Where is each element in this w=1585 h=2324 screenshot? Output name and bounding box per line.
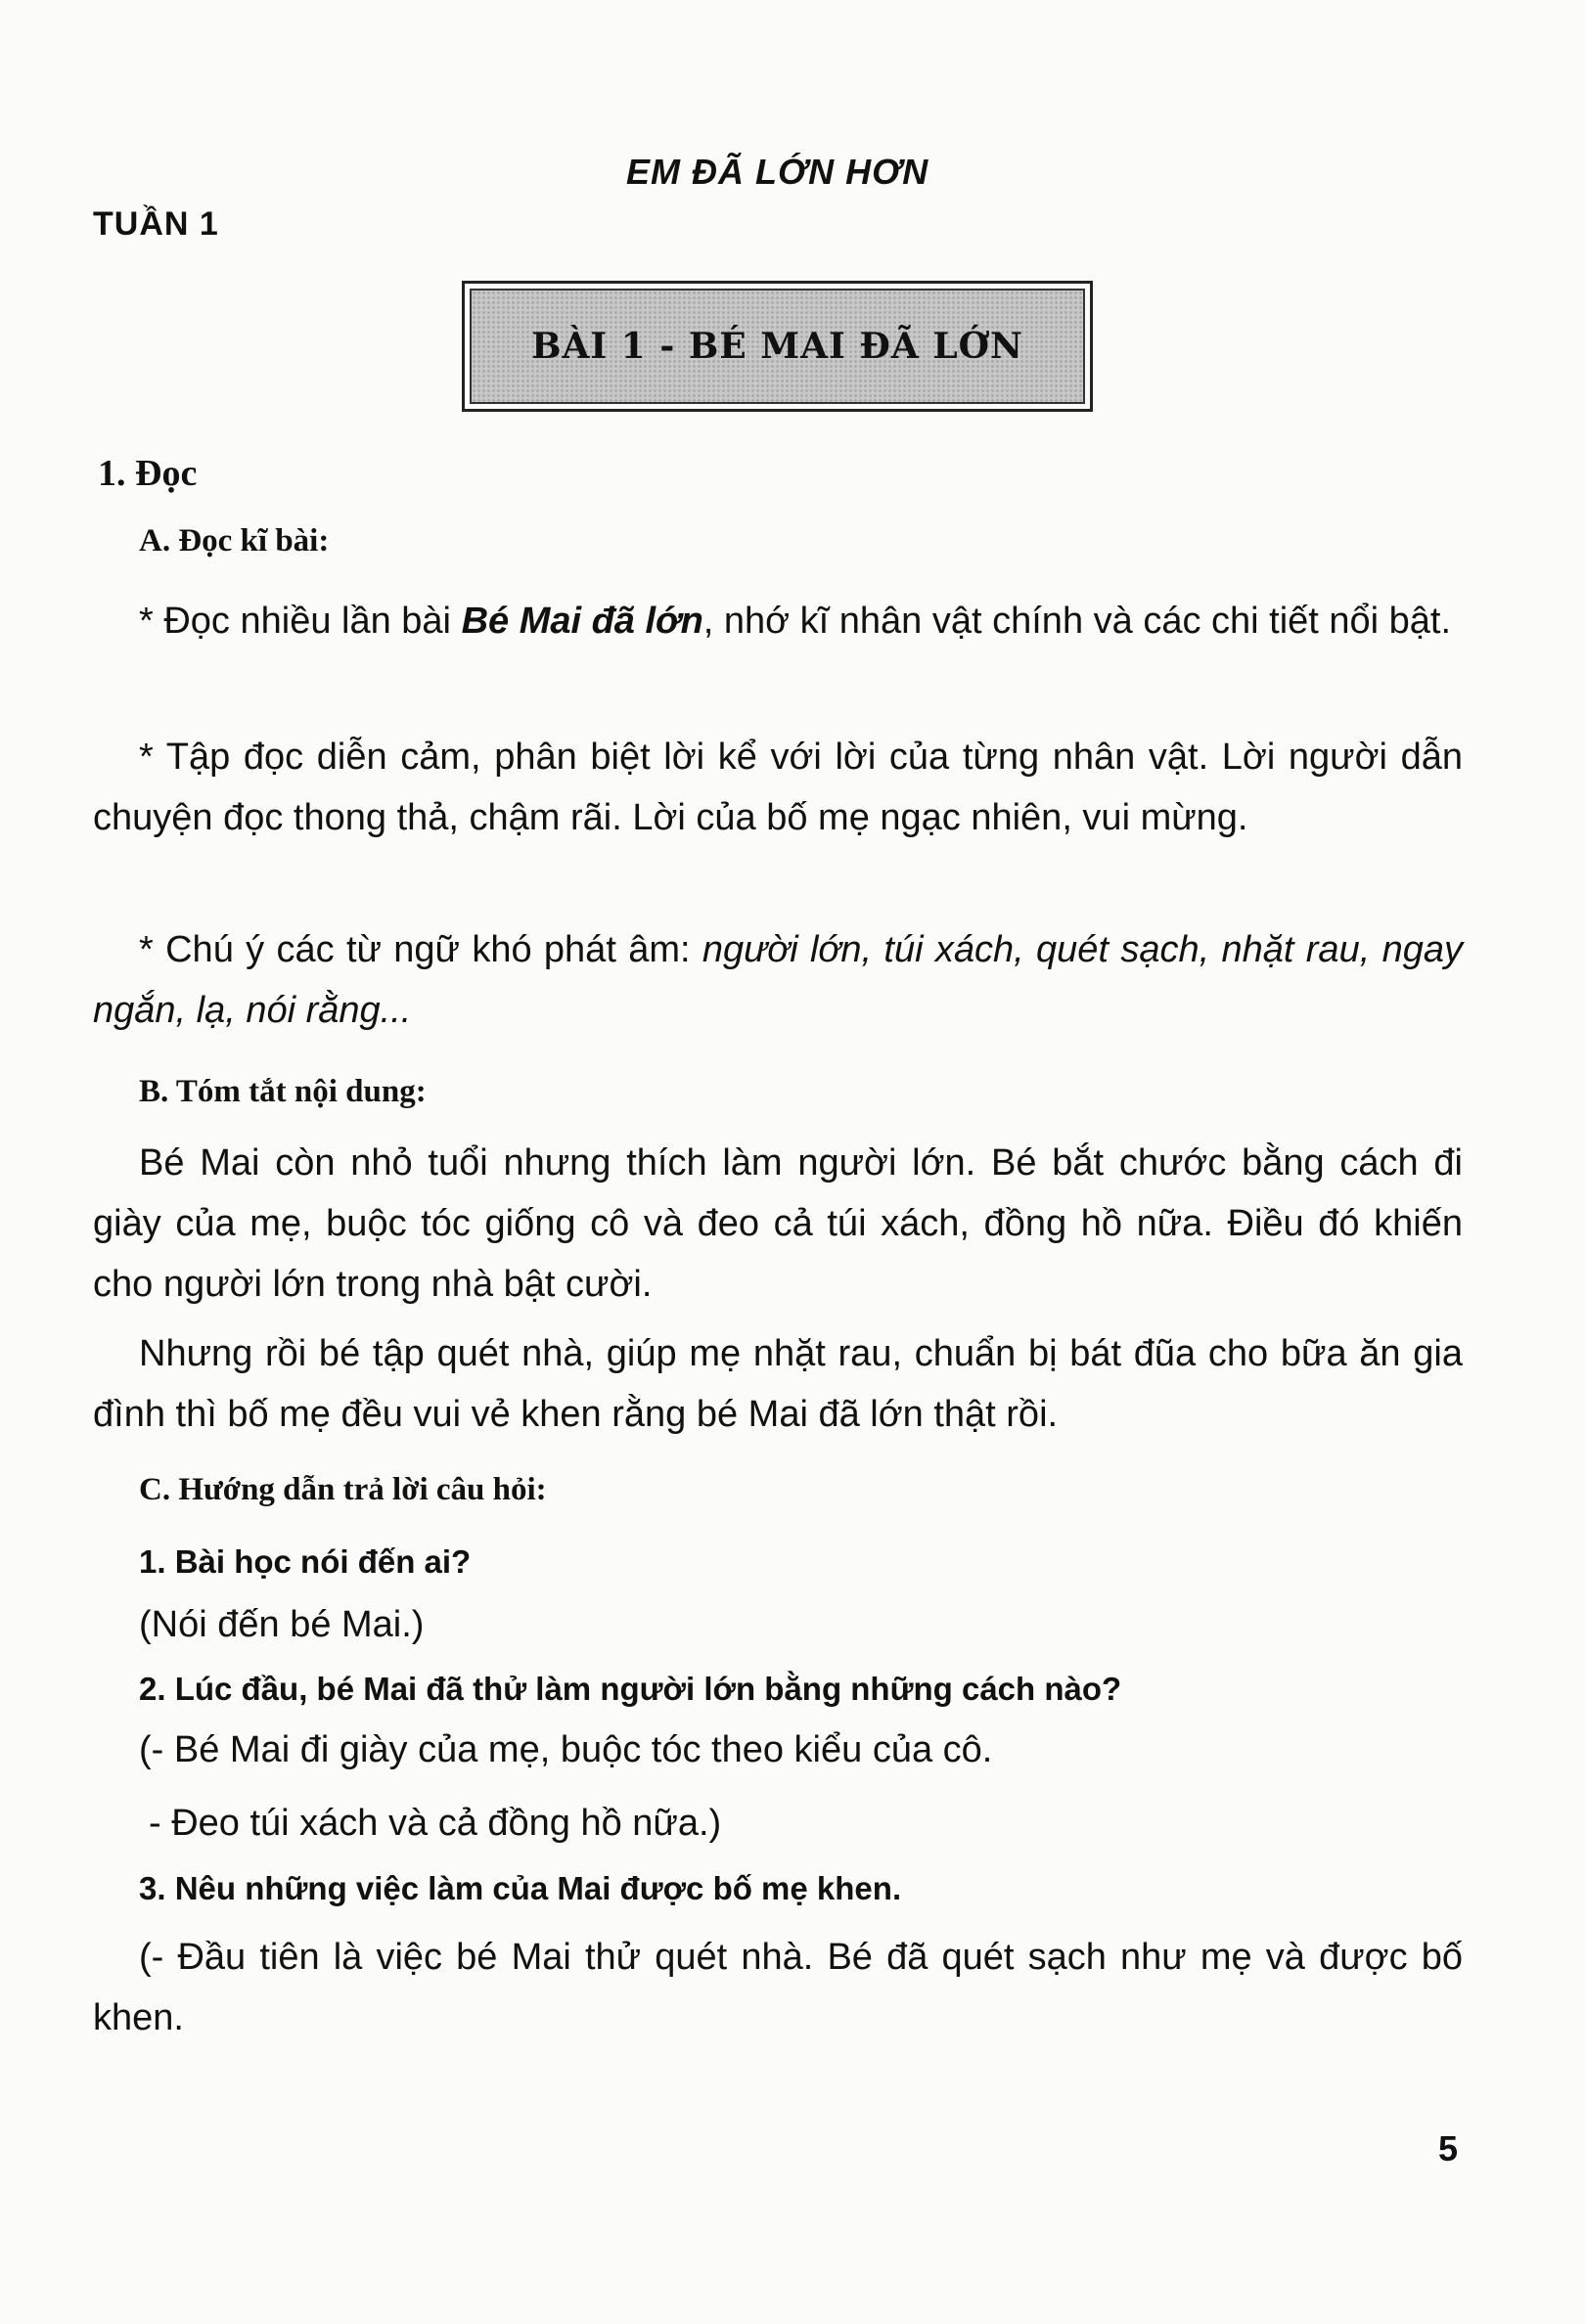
part-a-p3-before: * Chú ý các từ ngữ khó phát âm: bbox=[139, 929, 702, 970]
question-3: 3. Nêu những việc làm của Mai được bố mẹ khen. bbox=[139, 1870, 902, 1906]
difficult-words: người lớn, túi xách, quét sạch, nhặt rau, ngay ngắn, lạ, nói rằng... bbox=[93, 929, 1463, 1031]
lesson-title: BÀI 1 - BÉ MAI ĐÃ LỚN bbox=[531, 326, 1023, 367]
page-number: 5 bbox=[1438, 2128, 1459, 2168]
lesson-title-panel bbox=[470, 289, 1085, 404]
answer-2-line-1: (- Bé Mai đi giày của mẹ, buộc tóc theo kiểu của cô. bbox=[139, 1729, 993, 1770]
part-b-paragraph-2: Nhưng rồi bé tập quét nhà, giúp mẹ nhặt rau, chuẩn bị bát đũa cho bữa ăn gia đình thì bố mẹ đều vui vẻ khen rằng bé Mai đã lớn thật rồi. bbox=[93, 1333, 1463, 1435]
part-a-paragraph-1 bbox=[93, 591, 1463, 651]
answer-1: (Nói đến bé Mai.) bbox=[139, 1604, 425, 1645]
lesson-name: Bé Mai đã lớn bbox=[461, 601, 703, 642]
part-a-heading: A. Đọc kĩ bài: bbox=[139, 523, 330, 559]
theme-title: EM ĐÃ LỚN HƠN bbox=[626, 152, 929, 192]
part-b-heading: B. Tóm tắt nội dung: bbox=[139, 1074, 427, 1109]
part-a-paragraph-2: * Tập đọc diễn cảm, phân biệt lời kể với lời của từng nhân vật. Lời người dẫn chuyện đọc thong thả, chậm rãi. Lời của bố mẹ ngạc nhiên, vui mừng. bbox=[93, 737, 1463, 838]
answer-2-line-2: - Đeo túi xách và cả đồng hồ nữa.) bbox=[149, 1803, 722, 1844]
question-1: 1. Bài học nói đến ai? bbox=[139, 1543, 472, 1580]
part-a-p1-before: * Đọc nhiều lần bài bbox=[139, 601, 462, 642]
part-a-p1-after: , nhớ kĩ nhân vật chính và các chi tiết nổi bật. bbox=[702, 601, 1452, 642]
lesson-title-box bbox=[462, 281, 1093, 412]
part-b-paragraph-1: Bé Mai còn nhỏ tuổi nhưng thích làm người lớn. Bé bắt chước bằng cách đi giày của mẹ, buộc tóc giống cô và đeo cả túi xách, đồng hồ nữa. Điều đó khiến cho người lớn trong nhà bật cười. bbox=[93, 1142, 1463, 1305]
part-c-heading: C. Hướng dẫn trả lời câu hỏi: bbox=[139, 1472, 547, 1507]
section-heading-doc: 1. Đọc bbox=[98, 453, 198, 494]
answer-3: (- Đầu tiên là việc bé Mai thử quét nhà. Bé đã quét sạch như mẹ và được bố khen. bbox=[93, 1937, 1463, 2038]
question-2: 2. Lúc đầu, bé Mai đã thử làm người lớn bằng những cách nào? bbox=[139, 1671, 1122, 1707]
week-label: TUẦN 1 bbox=[93, 205, 219, 243]
part-a-paragraph-3 bbox=[93, 919, 1463, 1041]
